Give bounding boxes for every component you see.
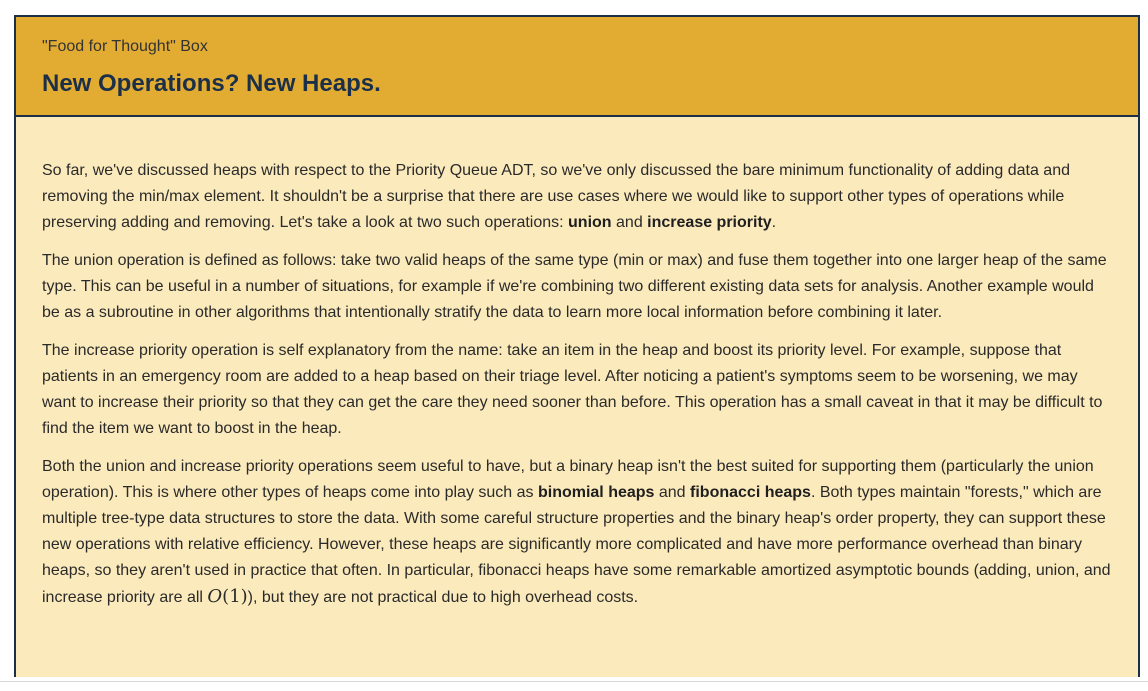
term-union: union	[568, 214, 612, 231]
term-binomial-heaps: binomial heaps	[537, 484, 655, 501]
box-title: New Operations? New Heaps.	[42, 70, 381, 97]
term-increase-priority: increase priority	[647, 214, 772, 231]
page-divider	[0, 681, 1148, 682]
term-fibonacci-heaps: fibonacci heaps	[690, 484, 811, 501]
box-kicker: "Food for Thought" Box	[42, 38, 208, 55]
math-arg: (1)	[222, 586, 248, 607]
box-header	[16, 17, 1138, 117]
paragraph-text: . Both types maintain "forests," which are multiple tree-type data structures to store the data. With some careful structure properties and the binary heap's order property, they can support these new operations with relative efficiency. However, these heaps are significantly more complicated and have more performance overhead than binary heaps, so they aren't used in practice that often. In particular, fibonacci heaps have some remarkable amortized asymptotic bounds (adding, union, and increase priority are all	[42, 484, 1111, 606]
paragraph-text: and	[654, 484, 691, 501]
big-o-expression	[207, 586, 247, 607]
paragraph-union: The union operation is defined as follows: take two valid heaps of the same type (min or max) and fuse them together into one larger heap of the same type. This can be useful in a number of situations, for example if we're combining two different existing data sets for analysis. Another example would be as a subroutine in other algorithms that intentionally stratify the data to learn more local information before combining it later.	[42, 252, 1107, 321]
paragraph-text: .	[771, 214, 777, 231]
box-body	[16, 117, 1138, 611]
paragraph-other-heaps	[42, 454, 1112, 611]
food-for-thought-box	[14, 15, 1140, 677]
paragraph-text: ), but they are not practical due to high overhead costs.	[247, 589, 639, 606]
paragraph-text: So far, we've discussed heaps with respect to the Priority Queue ADT, so we've only discussed the bare minimum functionality of adding data and removing the min/max element. It shouldn't be a surprise that there are use cases where we would like to support other types of operations while preserving adding and removing. Let's take a look at two such operations:	[42, 162, 1070, 231]
paragraph-increase-priority: The increase priority operation is self explanatory from the name: take an item in the heap and boost its priority level. For example, suppose that patients in an emergency room are added to a heap based on their triage level. After noticing a patient's symptoms seem to be worsening, we may want to increase their priority so that they can get the care they need sooner than before. This operation has a small caveat in that it may be difficult to find the item we want to boost in the heap.	[42, 342, 1103, 437]
paragraph-text: Both the union and increase priority operations seem useful to have, but a binary heap isn't the best suited for supporting them (particularly the union operation). This is where other types of heaps come into play such as	[42, 458, 1094, 501]
paragraph-text: and	[611, 214, 648, 231]
math-o: O	[207, 586, 223, 607]
paragraph-intro	[42, 158, 1112, 236]
